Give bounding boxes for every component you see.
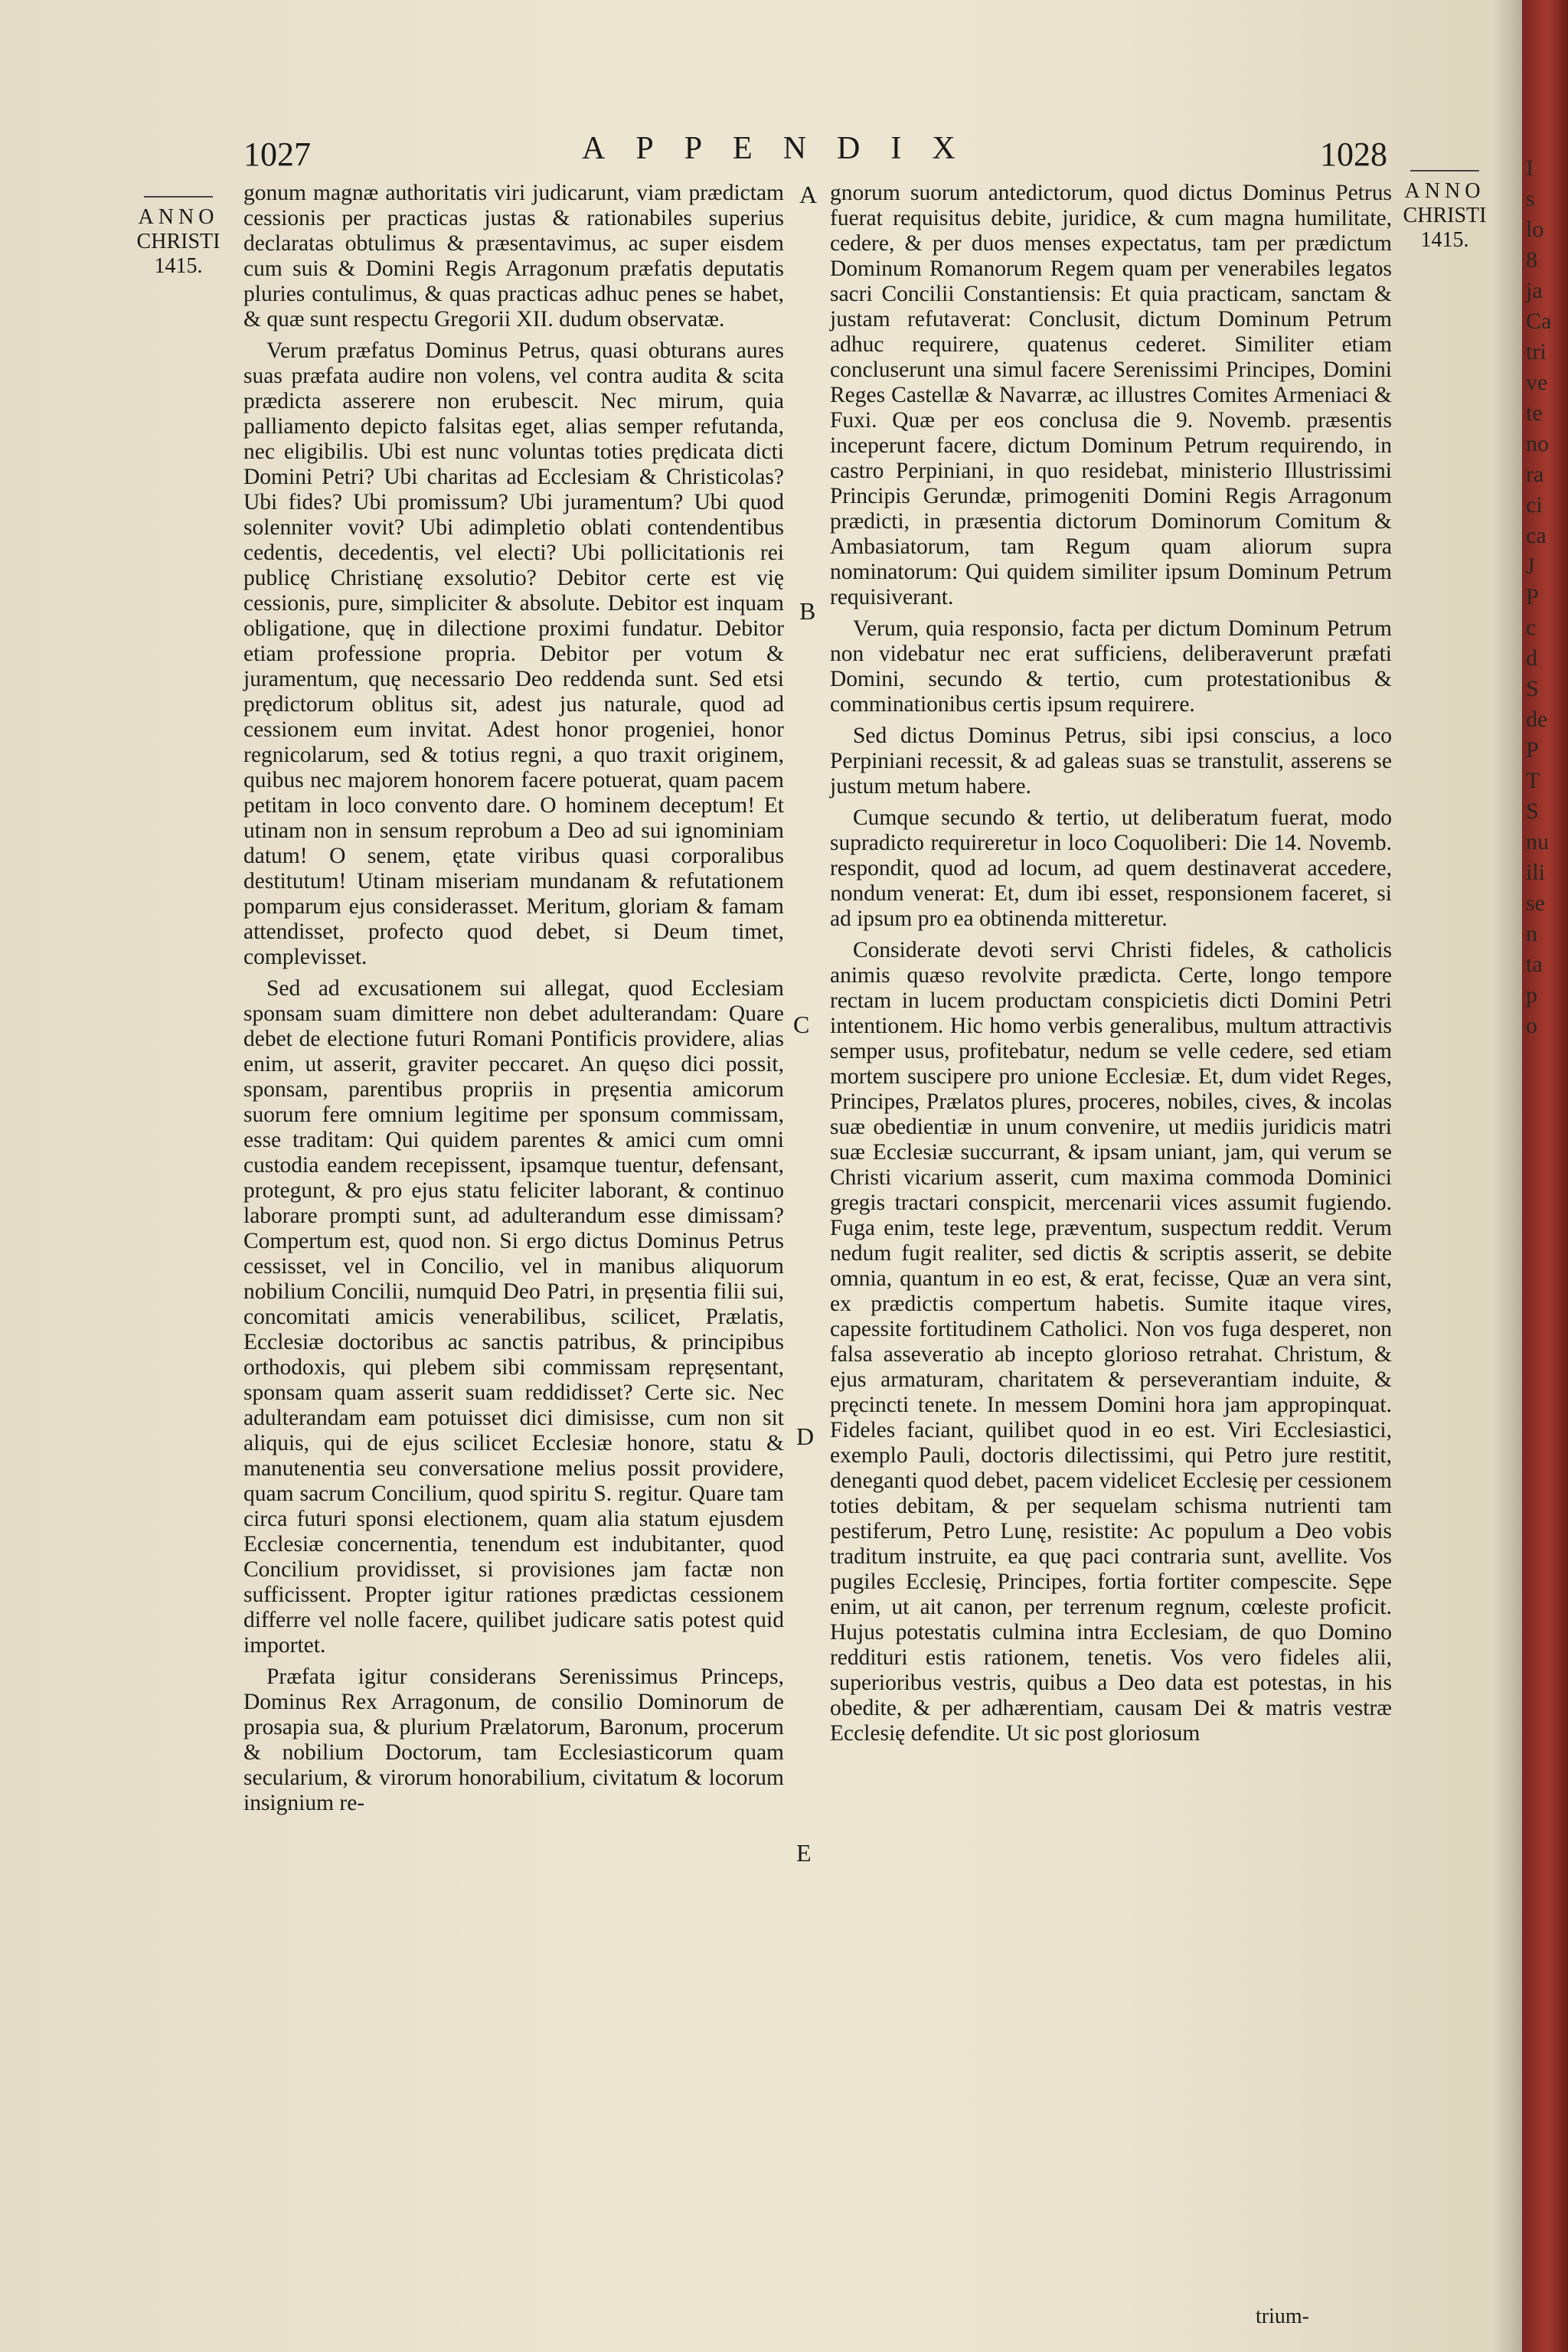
facing-page-fragment: ca: [1526, 523, 1547, 548]
page-number-right: 1028: [1320, 136, 1387, 173]
facing-page-fragment: Ca: [1526, 309, 1552, 334]
facing-page-fragment: ta: [1526, 952, 1543, 977]
paragraph: Sed dictus Dominus Petrus, sibi ipsi conscius, a loco Perpiniani recessit, & ad galeas suas se transtulit, asserens se justum metum habere.: [830, 724, 1392, 799]
facing-page-fragment: se: [1526, 890, 1545, 916]
facing-page-fragment: P: [1526, 584, 1539, 609]
facing-page-fragment: T: [1526, 768, 1540, 793]
margin-year: 1415.: [154, 254, 203, 278]
section-letter-c: C: [793, 1011, 810, 1038]
facing-page-fragment: o: [1526, 1013, 1537, 1038]
page-number-left: 1027: [243, 136, 311, 173]
facing-page-fragment: ve: [1526, 370, 1548, 395]
margin-rule: [144, 196, 213, 198]
section-letter-e: E: [796, 1839, 812, 1867]
facing-page-fragment: te: [1526, 400, 1543, 426]
facing-page-fragment: s: [1526, 186, 1535, 211]
facing-page-fragment: p: [1526, 982, 1537, 1008]
facing-page-fragment: I: [1526, 155, 1534, 181]
paragraph: gonum magnæ authoritatis viri judicarunt, viam prædictam cessionis per practicas justas & rationabiles superius declaratas obtulimus & præsentavimus, ac super eisdem cum suis & Domini Regis Arragonum præfatis deputatis pluries contulimus, & quas practicas adhuc penes se habet, & quæ sunt respectu Gregorii XII. dudum observatæ.: [243, 181, 784, 332]
facing-page-fragment: de: [1526, 707, 1548, 732]
margin-rule: [1410, 170, 1479, 172]
right-text-column: [830, 181, 1392, 1753]
facing-page-fragment: nu: [1526, 829, 1549, 854]
facing-page-fragment: c: [1526, 615, 1537, 640]
paragraph: Verum, quia responsio, facta per dictum Dominum Petrum non videbatur nec erat sufficiens, deliberaverunt præfati Domini, secundo & tertio, cum protestationibus & comminationibus certis ipsum requirere.: [830, 616, 1392, 717]
paragraph: Præfata igitur considerans Serenissimus Princeps, Dominus Rex Arragonum, de consilio Dominorum de prosapia sua, & plurium Prælatorum, Baronum, procerum & nobilium Doctorum, tam Ecclesiasticorum quam secularium, & virorum honorabilium, civitatum & locorum insignium re-: [243, 1664, 784, 1815]
facing-page-fragment: P: [1526, 737, 1539, 763]
left-text-column: [243, 181, 784, 1822]
facing-page-fragment: S: [1526, 676, 1539, 701]
paragraph: Considerate devoti servi Christi fideles, & catholicis animis quæso revolvite prædicta. Certe, longo tempore rectam in lucem productam conspicietis dicti Domini Petri intentionem. Hic homo verbis generalibus, multum attractivis semper usus, profitebatur, nedum se velle cedere, sed etiam mortem suscipere pro unione Ecclesiæ. Et, dum videt Reges, Principes, Prælatos plures, proceres, nobiles, cives, & incolas suæ obedientiæ in unum convenire, ut mediis juridicis matri suæ Ecclesiæ succurrant, & ipsam uniant, jam, qui verum se Christi vicarium asserit, cum maxima commoda Dominici gregis tractari conspicit, mercenarii vices assumit fugiendo. Fuga enim, teste lege, præventum, suspectum reddit. Verum nedum fugit realiter, sed dictis & scriptis asserit, se debite omnia, quantum in eo est, & erat, fecisse, Quæ an vera sint, ex prædictis compertum habetis. Sumite itaque vires, capessite fortitudinem Catholici. Non vos fuga desperet, non falsa asseveratio ab incepto glorioso retrahat. Christum, & ejus armaturam, charitatem & perseverantiam induite, & pręcincti tenete. In messem Domini hora jam appropinquat. Fideles faciant, quilibet quod in eo est. Viri Ecclesiastici, exemplo Pauli, doctoris dilectissimi, qui Petro jure restitit, deneganti quod debet, pacem videlicet Ecclesię per cessionem toties debitam, & per sequelam schisma nutrienti tam pestiferum, Petro Lunę, resistite: Ac populum a Deo vobis traditum instruite, ea quę paci contraria sunt, avellite. Vos pugiles Ecclesię, Principes, fortia fortiter compescite. Sępe enim, ut ait canon, per terrenum regnum, cœleste proficit. Hujus potestatis culmina intra Ecclesiam, de quo Domino reddituri estis rationem, tenetis. Vos vero fideles alii, superioribus vestris, quibus a Deo data est potestas, in his obedite, & per adhærentiam, causam Dei & matris vestræ Ecclesię defendite. Ut sic post gloriosum: [830, 938, 1392, 1746]
margin-christi: CHRISTI: [1403, 204, 1487, 227]
facing-page-fragment: n: [1526, 921, 1537, 946]
facing-page-fragment: ra: [1526, 462, 1544, 487]
catchword: trium-: [1256, 2305, 1309, 2328]
paragraph: gnorum suorum antedictorum, quod dictus Dominus Petrus fuerat requisitus debite, juridice, & cum magna humilitate, cedere, & per duos menses expectatus, tam per prædictum Dominum Romanorum Regem quam per venerabiles legatos sacri Concilii Constantiensis: Et quia practicam, sanctam & justam refutaverat: Conclusit, dictum Dominum Petrum adhuc requirere, quatenus cederet. Similiter etiam concluserunt una simul facere Serenissimi Principes, Domini Reges Castellæ & Navarræ, ac illustres Comites Armeniaci & Fuxi. Quæ per eos conclusa die 9. Novemb. præsentis inceperunt facere, dictum Dominum Petrum requirendo, in castro Perpiniani, in quo residebat, ministerio Illustrissimi Principis Gerundæ, primogeniti Domini Regis Arragonum prædicti, in præsentia dictorum Dominorum Comitum & Ambasiatorum, tam Regum quam aliorum supra nominatorum: Qui quidem similiter ipsum Dominum Petrum requisiverant.: [830, 181, 1392, 609]
facing-page-fragment: lo: [1526, 217, 1544, 242]
facing-page-fragment: no: [1526, 431, 1549, 456]
paragraph: Verum præfatus Dominus Petrus, quasi obturans aures suas præfata audire non volens, vel contra audita & scita prædicta asserere non erubescit. Nec mirum, quia palliamento depicto falsitas eget, alias semper refutanda, nec eligibilis. Ubi est nunc voluntas toties prędicata dicti Domini Petri? Ubi charitas ad Ecclesiam & Christicolas? Ubi fides? Ubi promissum? Ubi juramentum? Ubi quod solenniter vovit? Ubi adimpletio oblati contendentibus cedentis, decedentis, vel electi? Ubi pollicitationis rei publicę Christianę exsolutio? Debitor certe est vię cessionis, pure, simpliciter & absolute. Debitor est inquam obligatione, quę in dilectione proximi fundatur. Debitor etiam professione propria. Debitor per votum & juramentum, quę necessario Deo reddenda sunt. Sed etsi prędictorum oblitus sit, adest jus naturale, quod ad cessionem eum invitat. Adest honor progeniei, honor regnicolarum, sed & totius regni, a quo traxit originem, quibus nec majorem honorem facere potuerat, quam pacem petitam in loco convento dare. O hominem deceptum! Et utinam non in sensum reprobum a Deo ad sui ignominiam datum! O senem, ętate viribus quasi corporalibus destitutum! Utinam miseriam mundanam & refutationem pomparum ejus considerasset. Meritum, gloriam & famam attendisset, profecto quod debet, si Deum timet, complevisset.: [243, 338, 784, 969]
facing-page-text-fragments: [1526, 153, 1558, 1914]
section-letter-d: D: [796, 1423, 815, 1450]
section-letter-a: A: [799, 181, 818, 208]
facing-page-fragment: tri: [1526, 339, 1547, 364]
paragraph: Sed ad excusationem sui allegat, quod Ecclesiam sponsam suam dimittere non debet adulterandam: Quare debet de electione futuri Romani Pontificis providere, alias enim, ut asserit, graviter peccaret. An quęso dici possit, sponsam, parentibus propriis in pręsentia amicorum suorum fere omnium legitime per sponsum commissam, esse traditam: Qui quidem parentes & amici cum omni custodia eandem recepissent, ipsamque tuentur, defensant, protegunt, & pro ejus statu feliciter laborant, & continuo laborare prompti sunt, ad adulterandum esse dimissam? Compertum est, quod non. Si ergo dictus Dominus Petrus cessisset, vel in Concilio, vel in manibus aliquorum nobilium Concilii, numquid Deo Patri, in pręsentia filii sui, concomitati amicis venerabilibus, scilicet, Prælatis, Ecclesiæ doctoribus ac sanctis patribus, & principibus orthodoxis, qui plebem sibi commissam repręsentant, sponsam quam asserit suam reddidisset? Certe sic. Nec adulterandam eam potuisset dici dimisisse, cum non sit aliquis, qui de ejus scilicet Ecclesiæ honore, statu & manutenentia seu conversatione melius possit providere, quam sacrum Concilium, quod spiritu S. regitur. Quare tam circa futuri sponsi electionem, quam alia statum ejusdem Ecclesiæ concernentia, tenendum est indubitanter, quod Concilium providisset, si provisiones jam factæ non sufficissent. Propter igitur rationes prædictas cessionem differre vel nolle facere, quilibet judicare satis potest quid importet.: [243, 976, 784, 1658]
margin-note-right: [1395, 170, 1494, 253]
paragraph: Cumque secundo & tertio, ut deliberatum fuerat, modo supradicto requireretur in loco Coquoliberi: Die 14. Novemb. respondit, quod ad locum, ad quem destinaverat accedere, nondum venerat: Et, dum ibi esset, responsionem faceret, si ad ipsum pro ea obtinenda mitteretur.: [830, 805, 1392, 931]
facing-page-fragment: ili: [1526, 860, 1546, 885]
margin-anno: ANNO: [138, 205, 219, 229]
margin-anno: ANNO: [1404, 179, 1485, 203]
margin-year: 1415.: [1420, 228, 1469, 252]
facing-page-fragment: S: [1526, 799, 1539, 824]
facing-page-fragment: 8: [1526, 247, 1537, 273]
section-letter-b: B: [799, 597, 816, 625]
running-title: APPENDIX: [582, 131, 986, 166]
facing-page-fragment: ci: [1526, 492, 1543, 518]
facing-page-fragment: d: [1526, 645, 1537, 671]
margin-note-left: [129, 196, 228, 279]
facing-page-fragment: ja: [1526, 278, 1543, 303]
gutter-shadow: [1493, 0, 1524, 2352]
margin-christi: CHRISTI: [136, 230, 220, 253]
facing-page-fragment: J: [1526, 554, 1535, 579]
